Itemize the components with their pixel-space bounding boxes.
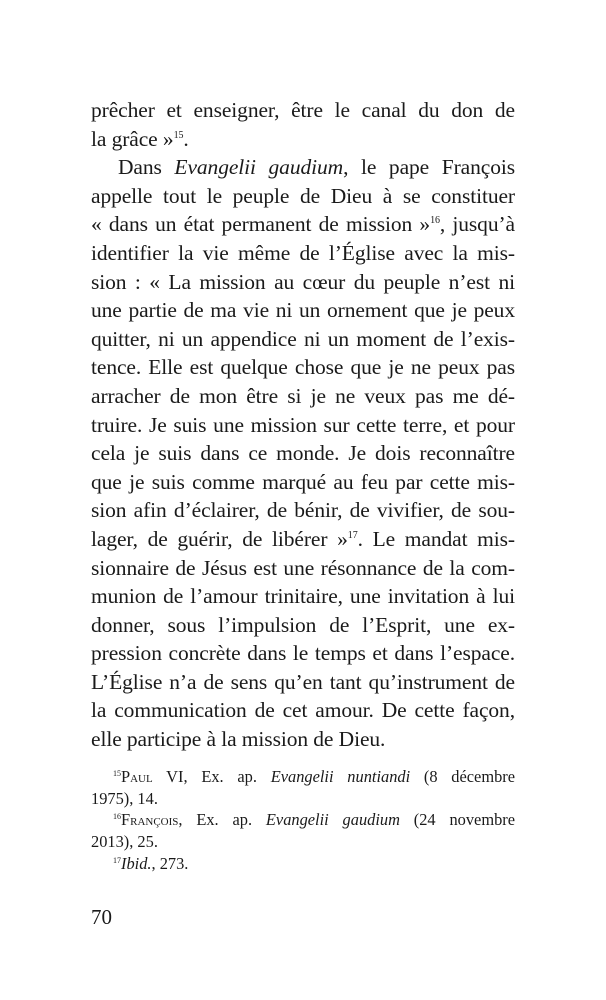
work-title: Evangelii gaudium xyxy=(265,810,400,830)
text-line xyxy=(91,525,515,554)
work-title: Evangelii nuntiandi xyxy=(270,767,411,786)
text-span: prêcher et enseigner, être le canal du don de xyxy=(91,98,515,122)
text-span: sion afin d’éclairer, de bénir, de vivifier, de sou- xyxy=(91,498,515,523)
text-span: la grâce » xyxy=(91,126,174,151)
text-span: , le pape François xyxy=(343,155,515,180)
work-title: Ibid. xyxy=(121,853,152,873)
text-line xyxy=(91,439,515,468)
text-span: , jusqu’à xyxy=(439,212,515,237)
text-line xyxy=(91,725,515,754)
footnote-number: 16 xyxy=(113,812,121,822)
text-line xyxy=(91,611,515,640)
text-line xyxy=(91,268,515,297)
text-span: appelle tout le peuple de Dieu à se constituer xyxy=(91,183,515,208)
text-line xyxy=(91,325,515,354)
text-span: tence. Elle est quelque chose que je ne peux pas xyxy=(91,355,515,380)
text-span: , 273. xyxy=(151,853,189,873)
text-line xyxy=(91,496,515,525)
text-span: pression concrète dans le temps et dans l’espace. xyxy=(91,641,515,666)
page-number: 70 xyxy=(91,905,112,929)
text-span: . Le mandat mis- xyxy=(357,526,515,551)
paragraph-start-line xyxy=(91,153,515,182)
text-line xyxy=(91,582,515,611)
text-line xyxy=(91,96,515,125)
text-line xyxy=(91,239,515,268)
footnotes xyxy=(91,766,515,874)
footnote-number: 17 xyxy=(113,855,121,865)
text-span: la communication de cet amour. De cette façon, xyxy=(91,698,515,723)
text-span: munion de l’amour trinitaire, une invitation à lui xyxy=(91,584,515,609)
text-span: arracher de mon être si je ne veux pas me dé- xyxy=(91,383,515,408)
text-span: Dans xyxy=(118,155,175,180)
text-line xyxy=(91,182,515,211)
text-span: . xyxy=(183,126,189,151)
footnote-15 xyxy=(91,766,515,788)
footnote-author: François xyxy=(121,810,179,830)
text-span: (24 novembre xyxy=(399,810,516,830)
text-span: L’Église n’a de sens qu’en tant qu’instrument de xyxy=(91,669,515,694)
text-span: , Ex. ap. xyxy=(183,767,271,786)
text-line xyxy=(91,125,515,154)
text-span: identifier la vie même de l’Église avec la mis- xyxy=(91,240,515,265)
text-line xyxy=(91,668,515,697)
text-span: quitter, ni un appendice ni un moment de l’exis- xyxy=(91,326,515,351)
footnote-15-continued xyxy=(91,788,515,810)
text-span: que je suis comme marqué au feu par cette mis- xyxy=(91,469,515,494)
text-span: sion : « La mission au cœur du peuple n’est ni xyxy=(91,269,515,294)
text-span: (8 décembre xyxy=(410,767,516,786)
text-line xyxy=(91,296,515,325)
text-line xyxy=(91,639,515,668)
footnote-16-continued xyxy=(91,831,515,853)
work-title: Evangelii gaudium xyxy=(174,155,344,180)
text-line xyxy=(91,411,515,440)
footnote-16 xyxy=(91,809,515,831)
footnote-ref-16[interactable]: 16 xyxy=(430,215,440,227)
text-line xyxy=(91,696,515,725)
text-span: , Ex. ap. xyxy=(178,810,266,830)
text-line xyxy=(91,468,515,497)
text-line xyxy=(91,353,515,382)
footnote-ref-17[interactable]: 17 xyxy=(347,529,358,541)
text-span: lager, de guérir, de libérer » xyxy=(91,526,348,551)
footnote-17 xyxy=(91,853,515,875)
text-line xyxy=(91,210,515,239)
text-span: sionnaire de Jésus est une résonnance de la com- xyxy=(91,555,515,580)
footnote-number: 15 xyxy=(113,769,121,778)
text-span: 1975), 14. xyxy=(91,788,158,808)
text-line xyxy=(91,382,515,411)
text-span: elle participe à la mission de Dieu. xyxy=(91,727,386,752)
footnote-author: Paul VI xyxy=(121,767,184,786)
body-text xyxy=(91,96,515,754)
text-line xyxy=(91,554,515,583)
text-span: une partie de ma vie ni un ornement que je peux xyxy=(91,298,515,323)
text-span: truire. Je suis une mission sur cette terre, et pour xyxy=(91,412,515,437)
footnote-ref-15[interactable]: 15 xyxy=(173,129,184,141)
text-span: « dans un état permanent de mission » xyxy=(91,212,431,237)
text-span: 2013), 25. xyxy=(91,832,158,852)
text-span: donner, sous l’impulsion de l’Esprit, une ex- xyxy=(91,612,515,637)
text-span: cela je suis dans ce monde. Je dois reconnaître xyxy=(91,441,515,466)
